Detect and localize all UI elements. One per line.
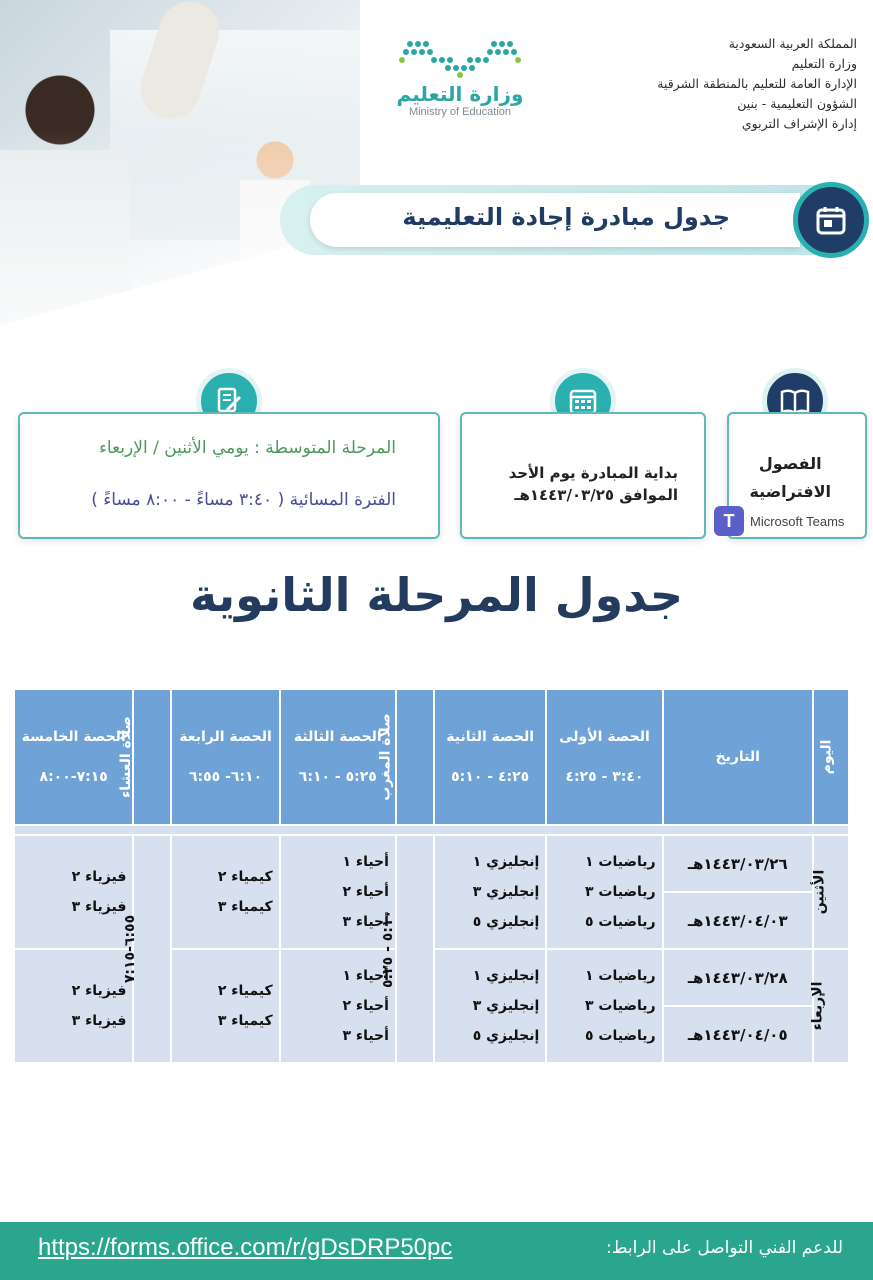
period-2-cell: إنجليزي ١ إنجليزي ٣ إنجليزي ٥ xyxy=(434,835,546,949)
title-pill xyxy=(310,193,800,247)
isha-cell: ٦:٥٥-٧:١٥ xyxy=(133,835,171,1063)
header-isha: صلاة العشاء xyxy=(133,689,171,825)
logo-dots-icon xyxy=(390,38,530,78)
date-cell: ١٤٤٣/٠٤/٠٥هـ xyxy=(663,1006,813,1063)
virtual-classes-text xyxy=(749,450,831,506)
period-1-cell: رياضيات ١ رياضيات ٣ رياضيات ٥ xyxy=(546,835,662,949)
ministry-logo xyxy=(390,38,530,138)
teams-label: Microsoft Teams xyxy=(750,513,845,529)
ministry-lines xyxy=(597,34,857,134)
table-header-row xyxy=(14,689,849,825)
page-title: جدول مبادرة إجادة التعليمية xyxy=(402,203,730,231)
start-line-1: بداية المبادرة يوم الأحد xyxy=(508,464,678,482)
header-photo xyxy=(0,0,360,325)
evening-period: الفترة المسائية ( ٣:٤٠ مساءً - ٨:٠٠ مساءً ) xyxy=(91,490,396,510)
support-link[interactable]: https://forms.office.com/r/gDsDRP50pc xyxy=(38,1234,453,1261)
footer-bar xyxy=(0,1222,873,1280)
header-period-2: الحصة الثانية ٤:٢٥ - ٥:١٠ xyxy=(434,689,546,825)
period-3-cell: أحياء ١ أحياء ٢ أحياء ٣ xyxy=(280,949,396,1063)
start-date-text xyxy=(509,462,678,506)
teams-badge xyxy=(714,505,864,537)
period-4-cell: كيمياء ٢ كيمياء ٣ xyxy=(171,835,279,949)
calendar-icon xyxy=(815,204,847,236)
table-row xyxy=(14,835,849,892)
start-line-2: الموافق ١٤٤٣/٠٣/٢٥هـ xyxy=(514,486,678,504)
period-1-cell: رياضيات ١ رياضيات ٣ رياضيات ٥ xyxy=(546,949,662,1063)
middle-stage-days: المرحلة المتوسطة : يومي الأثنين / الإربعاء xyxy=(98,438,396,458)
maghrib-cell: ٥:١٠ - ٥:٢٥ xyxy=(396,835,434,1063)
period-4-cell: كيمياء ٢ كيمياء ٣ xyxy=(171,949,279,1063)
middle-stage-card xyxy=(18,412,440,539)
period-5-cell: فيزياء ٢ فيزياء ٣ xyxy=(14,835,133,949)
header-period-4: الحصة الرابعة ٦:١٠- ٦:٥٥ xyxy=(171,689,279,825)
virtual-line-2: الافتراضية xyxy=(749,482,831,501)
ministry-line: الإدارة العامة للتعليم بالمنطقة الشرقية xyxy=(657,76,857,91)
title-band xyxy=(280,185,840,255)
day-cell: الأثنين xyxy=(813,835,849,949)
ministry-line: وزارة التعليم xyxy=(791,56,857,71)
header-period-5: الحصة الخامسة ٧:١٥-٨:٠٠ xyxy=(14,689,133,825)
date-cell: ١٤٤٣/٠٣/٢٦هـ xyxy=(663,835,813,892)
virtual-line-1: الفصول xyxy=(758,454,822,473)
date-cell: ١٤٤٣/٠٣/٢٨هـ xyxy=(663,949,813,1006)
logo-arabic: وزارة التعليم xyxy=(396,82,524,106)
section-title: جدول المرحلة الثانوية xyxy=(190,568,683,622)
header-maghrib: صلاة المغرب xyxy=(396,689,434,825)
logo-english: Ministry of Education xyxy=(408,106,512,118)
header-period-3: الحصة الثالثة ٥:٢٥ - ٦:١٠ xyxy=(280,689,396,825)
schedule-table xyxy=(13,688,850,1064)
ministry-line: الشؤون التعليمية - بنين xyxy=(737,96,857,111)
period-3-cell: أحياء ١ أحياء ٢ أحياء ٣ xyxy=(280,835,396,949)
header-period-1: الحصة الأولى ٣:٤٠ - ٤:٢٥ xyxy=(546,689,662,825)
period-5-cell: فيزياء ٢ فيزياء ٣ xyxy=(14,949,133,1063)
period-2-cell: إنجليزي ١ إنجليزي ٣ إنجليزي ٥ xyxy=(434,949,546,1063)
day-cell: الإربعاء xyxy=(813,949,849,1063)
date-cell: ١٤٤٣/٠٤/٠٣هـ xyxy=(663,892,813,949)
teams-logo-icon: T xyxy=(714,506,744,536)
header-day: اليوم xyxy=(813,689,849,825)
ministry-line: إدارة الإشراف التربوي xyxy=(741,116,857,131)
calendar-badge xyxy=(793,182,869,258)
ministry-line: المملكة العربية السعودية xyxy=(728,36,857,51)
support-text: للدعم الفني التواصل على الرابط: xyxy=(606,1238,843,1258)
start-date-card xyxy=(460,412,706,539)
header-date: التاريخ xyxy=(663,689,813,825)
